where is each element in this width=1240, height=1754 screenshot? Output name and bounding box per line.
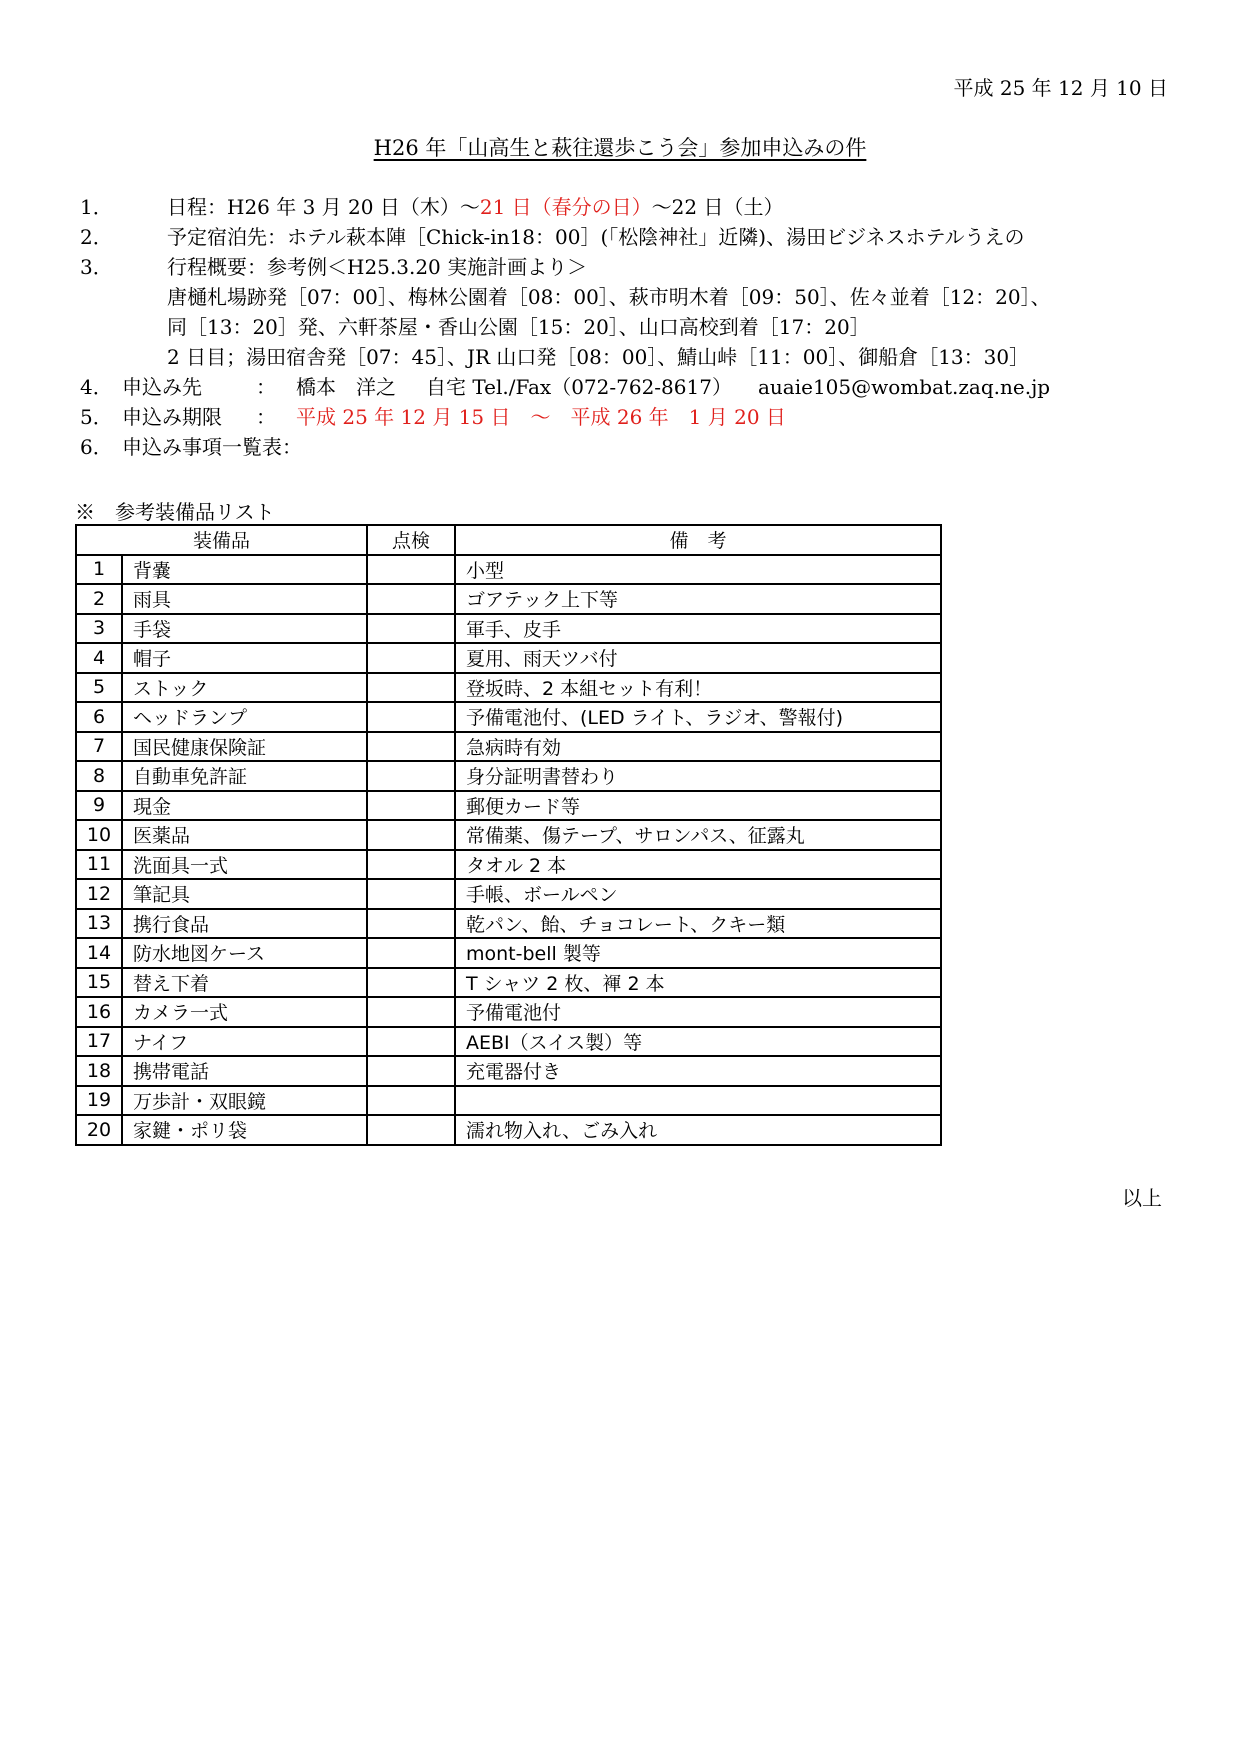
equipment-note: AEBI（スイス製）等 <box>455 1027 941 1057</box>
item-3-sub-2-text: 同［13：20］発、六軒茶屋・香山公園［15：20］、山口高校到着［17：20］ <box>167 315 870 339</box>
check-cell <box>367 643 455 673</box>
equipment-name: カメラ一式 <box>122 997 367 1027</box>
check-cell <box>367 673 455 703</box>
row-number: 8 <box>76 761 122 791</box>
row-number: 2 <box>76 584 122 614</box>
row-number: 5 <box>76 673 122 703</box>
equipment-note: 軍手、皮手 <box>455 614 941 644</box>
row-number: 19 <box>76 1086 122 1116</box>
row-number: 14 <box>76 938 122 968</box>
contact-email[interactable]: auaie105@wombat.zaq.ne.jp <box>758 375 1051 399</box>
equipment-name: 帽子 <box>122 643 367 673</box>
closing-mark: 以上 <box>1122 1186 1162 1210</box>
equipment-name: 携行食品 <box>122 909 367 939</box>
table-header-row <box>76 525 941 555</box>
table-row <box>76 673 941 703</box>
item-6-number: 6． <box>80 435 113 459</box>
deadline-period: 平成 25 年 12 月 15 日 〜 平成 26 年 1 月 20 日 <box>296 405 786 429</box>
row-number: 11 <box>76 850 122 880</box>
equipment-note: 充電器付き <box>455 1056 941 1086</box>
equipment-note: 予備電池付、(LED ライト、ラジオ、警報付) <box>455 702 941 732</box>
item-1-number: 1． <box>80 195 113 219</box>
equipment-name: 手袋 <box>122 614 367 644</box>
equipment-name: 防水地図ケース <box>122 938 367 968</box>
check-cell <box>367 909 455 939</box>
equipment-table <box>75 524 942 1146</box>
contact-tel: 自宅 Tel./Fax（072-762-8617） <box>426 375 732 399</box>
equipment-name: 自動車免許証 <box>122 761 367 791</box>
item-5-label: 申込み期限 <box>122 405 222 429</box>
check-cell <box>367 702 455 732</box>
check-cell <box>367 1027 455 1057</box>
equipment-note: 身分証明書替わり <box>455 761 941 791</box>
equipment-name: 携帯電話 <box>122 1056 367 1086</box>
check-cell <box>367 1056 455 1086</box>
row-number: 6 <box>76 702 122 732</box>
item-1-text-b: 〜22 日（土） <box>651 195 784 219</box>
item-4-separator: ： <box>256 375 276 399</box>
header-check: 点検 <box>367 525 455 555</box>
equipment-note: 急病時有効 <box>455 732 941 762</box>
equipment-note: T シャツ 2 枚、褌 2 本 <box>455 968 941 998</box>
equipment-note: 常備薬、傷テープ、サロンパス、征露丸 <box>455 820 941 850</box>
check-cell <box>367 761 455 791</box>
document-title: H26 年「山高生と萩往還歩こう会」参加申込みの件 <box>373 136 867 160</box>
row-number: 3 <box>76 614 122 644</box>
item-1-highlight: 21 日（春分の日） <box>479 195 652 219</box>
row-number: 17 <box>76 1027 122 1057</box>
equipment-name: ナイフ <box>122 1027 367 1057</box>
item-5-separator: ： <box>256 405 276 429</box>
item-3-sub-3-text: 2 日目；湯田宿舎発［07：45］、JR 山口発［08：00］、鯖山峠［11：00］、御船倉［13：30］ <box>167 345 1030 369</box>
equipment-name: 万歩計・双眼鏡 <box>122 1086 367 1116</box>
check-cell <box>367 879 455 909</box>
equipment-note: mont-bell 製等 <box>455 938 941 968</box>
item-4-number: 4． <box>80 375 113 399</box>
item-1-body <box>167 192 783 222</box>
table-row <box>76 1086 941 1116</box>
equipment-name: ストック <box>122 673 367 703</box>
table-row <box>76 938 941 968</box>
item-2-number: 2． <box>80 225 113 249</box>
table-row <box>76 702 941 732</box>
row-number: 10 <box>76 820 122 850</box>
check-cell <box>367 850 455 880</box>
item-6-label: 申込み事項一覧表： <box>122 435 302 459</box>
table-row <box>76 1027 941 1057</box>
table-row <box>76 850 941 880</box>
check-cell <box>367 791 455 821</box>
equipment-note: 乾パン、飴、チョコレート、クキー類 <box>455 909 941 939</box>
check-cell <box>367 555 455 585</box>
row-number: 1 <box>76 555 122 585</box>
equipment-note: 濡れ物入れ、ごみ入れ <box>455 1115 941 1145</box>
contact-name: 橋本 洋之 <box>296 375 396 399</box>
table-row <box>76 584 941 614</box>
document-date: 平成 25 年 12 月 10 日 <box>953 76 1168 100</box>
check-cell <box>367 584 455 614</box>
equipment-note: タオル 2 本 <box>455 850 941 880</box>
equipment-note: 登坂時、2 本組セット有利！ <box>455 673 941 703</box>
row-number: 18 <box>76 1056 122 1086</box>
equipment-note: 手帳、ボールペン <box>455 879 941 909</box>
row-number: 20 <box>76 1115 122 1145</box>
row-number: 12 <box>76 879 122 909</box>
equipment-list-heading: ※ 参考装備品リスト <box>75 500 275 524</box>
header-notes: 備 考 <box>455 525 941 555</box>
equipment-name: 医薬品 <box>122 820 367 850</box>
equipment-note: 予備電池付 <box>455 997 941 1027</box>
table-row <box>76 643 941 673</box>
item-2-text: 予定宿泊先：ホテル萩本陣［Chick-in18：00］(「松陰神社」近隣)、湯田ビジネスホテルうえの <box>167 225 1025 249</box>
item-4-label: 申込み先 <box>122 375 202 399</box>
equipment-name: ヘッドランプ <box>122 702 367 732</box>
equipment-name: 現金 <box>122 791 367 821</box>
equipment-name: 筆記具 <box>122 879 367 909</box>
table-row <box>76 879 941 909</box>
row-number: 15 <box>76 968 122 998</box>
check-cell <box>367 968 455 998</box>
check-cell <box>367 820 455 850</box>
table-row <box>76 1115 941 1145</box>
equipment-name: 国民健康保険証 <box>122 732 367 762</box>
table-row <box>76 968 941 998</box>
equipment-name: 洗面具一式 <box>122 850 367 880</box>
item-3-number: 3． <box>80 255 113 279</box>
row-number: 13 <box>76 909 122 939</box>
header-equipment: 装備品 <box>76 525 367 555</box>
check-cell <box>367 1086 455 1116</box>
table-row <box>76 909 941 939</box>
equipment-table-body <box>76 555 941 1145</box>
equipment-note: ゴアテック上下等 <box>455 584 941 614</box>
row-number: 4 <box>76 643 122 673</box>
equipment-name: 背嚢 <box>122 555 367 585</box>
check-cell <box>367 1115 455 1145</box>
table-row <box>76 555 941 585</box>
item-3-sub-1-text: 唐樋札場跡発［07：00］、梅林公園着［08：00］、萩市明木着［09：50］、佐々並着［12：20］、 <box>167 285 1051 309</box>
equipment-name: 替え下着 <box>122 968 367 998</box>
equipment-note: 夏用、雨天ツバ付 <box>455 643 941 673</box>
table-row <box>76 1056 941 1086</box>
table-row <box>76 761 941 791</box>
table-row <box>76 732 941 762</box>
equipment-name: 雨具 <box>122 584 367 614</box>
table-row <box>76 614 941 644</box>
row-number: 16 <box>76 997 122 1027</box>
row-number: 9 <box>76 791 122 821</box>
item-5-number: 5． <box>80 405 113 429</box>
row-number: 7 <box>76 732 122 762</box>
equipment-note: 郵便カード等 <box>455 791 941 821</box>
table-row <box>76 820 941 850</box>
table-row <box>76 997 941 1027</box>
check-cell <box>367 997 455 1027</box>
check-cell <box>367 614 455 644</box>
check-cell <box>367 732 455 762</box>
equipment-name: 家鍵・ポリ袋 <box>122 1115 367 1145</box>
equipment-note <box>455 1086 941 1116</box>
equipment-note: 小型 <box>455 555 941 585</box>
item-1-text-a: 日程：H26 年 3 月 20 日（木）〜 <box>167 195 480 219</box>
check-cell <box>367 938 455 968</box>
item-3-text: 行程概要：参考例＜H25.3.20 実施計画より＞ <box>167 255 588 279</box>
table-row <box>76 791 941 821</box>
